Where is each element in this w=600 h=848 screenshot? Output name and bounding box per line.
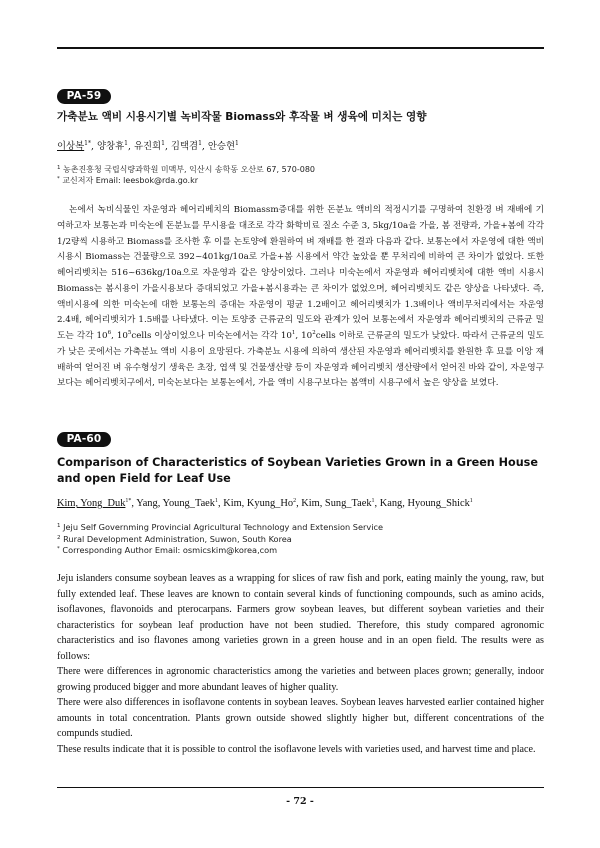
abstract-paragraph: There were differences in agronomic characteristics among the varieties and between places grown; generally, indoor growing produced bigger and more abundant leaves of higher quality. <box>57 666 544 693</box>
affiliation-mark: 1 <box>57 523 61 529</box>
author-sup: 1 <box>161 140 165 147</box>
body-text: , 10 <box>295 331 313 341</box>
author-sup: 1 <box>124 140 128 147</box>
author-name: 안승현 <box>207 141 236 152</box>
abstract-paragraph: These results indicate that it is possible to control the isoflavone levels with varieties used, and harvest time and place. <box>57 743 536 755</box>
top-rule <box>57 47 544 49</box>
affiliation-mark: * <box>57 546 60 552</box>
author-sup: 2 <box>293 498 297 504</box>
abstract-title: Comparison of Characteristics of Soybean Varieties Grown in a Green House and open Field for Leaf Use <box>57 456 538 485</box>
author-sup: 1 <box>235 140 239 147</box>
exponent: 2 <box>312 330 316 336</box>
author-name: 이상복 <box>57 141 85 152</box>
affiliation-text: Corresponding Author Email: osmicskim@korea,com <box>62 545 278 555</box>
author-name: Kim, Yong_Duk <box>57 498 126 509</box>
abstract-code-badge: PA-59 <box>57 89 111 104</box>
affiliation-text: 교신저자 Email: leesbok@rda.go.kr <box>62 176 198 185</box>
author-name: 김택겸 <box>170 141 199 152</box>
abstract-paragraph: There were also differences in isoflavone contents in soybean leaves. Soybean leaves harvested earlier contained higher amounts in total concentration. Plants grown outside showed slightly higher but, different concentrations of the compunds studied. <box>57 697 544 739</box>
affiliation-line <box>57 545 383 557</box>
abstract-code-badge: PA-60 <box>57 432 111 447</box>
author-name: 양창휴 <box>96 141 125 152</box>
affiliation-mark: 1 <box>57 165 61 171</box>
abstract-body <box>57 571 544 757</box>
exponent: 1 <box>291 330 296 336</box>
author-sup: 1 <box>215 498 218 504</box>
abstract-body <box>57 203 544 392</box>
author-list: 이상복$^{1*}$, 양창휴$^1$, 유진희$^1$, 김택겸$^1$, 안승현$^1$ <box>57 140 239 152</box>
author-list: Kim, Yong_Duk$^{1*}$, Yang, Young_Taek$^1$, Kim, Kyung_Ho$^2$, Kim, Sung_Taek$^1$, Kang, Hyoung_Shick$^1$ <box>57 498 473 509</box>
affiliation-mark: 2 <box>57 534 61 541</box>
page-number: - 72 - <box>286 796 314 807</box>
author-sup: 1 <box>198 140 202 147</box>
exponent: 6 <box>107 330 112 336</box>
affiliation-line <box>57 522 383 534</box>
author-name: Kim, Kyung_Ho <box>223 498 294 509</box>
body-text: 논에서 녹비식물인 자운영과 헤어리베치의 Biomassm증대를 위한 돈분뇨 액비의 적정시기를 구명하여 친환경 벼 재배에 기여하고자 보통논과 미숙논에 돈분뇨를 무시용을 대조로 각각 화학비료 질소 수준 3, 5kg/10a을 가을, 봄 전량과, 가을+봄에 각각 1/2량씩 시용하고 Biomass를 조사한 후 이를 논토양에 환원하여 벼 재배를 한 결과 다음과 같다. 보통논에서 자운영에 대한 액비 시용시 Biomass는 건물량으로 392~401kg/10a로 가을+봄 시용에서 약간 높았을 뿐 무처리에 비하여 큰 차이가 없었다. 또한 헤어리벳치는 516~636kg/10a으로 자운영과 같은 양상이었다. 그러나 미숙논에서 자운영과 헤어리벳치에 대한 액비 시용시 Biomass는 봄시용이 가을시용보다 증대되었고 가을+봄시용과는 큰 차이가 없었으며, 헤어리벳치도 같은 양상을 나타냈다. 즉, 액비시용에 의한 미숙논에 대한 보통논의 증대는 자운영이 평균 1.2배이고 헤어리벳치가 1.3배이나 액비무처리에서는 자운영 2.4배, 헤어리벳치가 1.5배를 나타냈다. 이는 토양중 근류균의 밀도와 관계가 있어 보통논에서 자운영과 헤어리벳치의 근류균 밀도는 각각 10 <box>57 205 544 341</box>
author-sup: 1* <box>84 140 91 147</box>
author-sup: 1 <box>371 498 375 504</box>
author-name: Yang, Young_Taek <box>136 498 215 509</box>
abstract-paragraph <box>57 203 544 392</box>
affiliation-line <box>57 164 315 175</box>
affiliation-mark: * <box>57 176 60 182</box>
affiliation-list <box>57 522 383 557</box>
affiliation-text: 농촌진흥청 국립식량과학원 미맥부, 익산시 송학동 오산로 67, 570-080 <box>63 165 316 174</box>
author-name: 유진희 <box>133 141 162 152</box>
author-sup: 1 <box>469 498 473 504</box>
affiliation-text: Rural Development Administration, Suwon, South Korea <box>63 533 292 544</box>
bottom-rule <box>57 787 544 788</box>
body-text: , 10 <box>111 331 128 341</box>
author-name: Kim, Sung_Taek <box>301 498 372 509</box>
exponent: 5 <box>127 330 132 336</box>
author-sup: 1* <box>125 498 132 504</box>
body-text: cells 이상이었으나 미숙논에서는 각각 10 <box>131 331 292 341</box>
affiliation-list <box>57 164 315 186</box>
abstract-title: 가축분뇨 액비 시용시기별 녹비작물 Biomass와 후작물 벼 생육에 미치는 영향 <box>57 111 427 123</box>
affiliation-line <box>57 175 315 186</box>
author-name: Kang, Hyoung_Shick <box>379 498 470 509</box>
affiliation-text: Jeju Self Governming Provincial Agricultural Technology and Extension Service <box>63 522 384 532</box>
body-text: cells 이하로 근류균의 밀도가 낮았다. 따라서 근류균의 밀도가 낮은 곳에서는 가축분뇨 액비 시용이 요망된다. 가축분뇨 시용에 의하여 생산된 자운영과 헤어리벳치를 환원한 후 묘를 이앙 재배하여 얻어진 벼 유수형성기 생육은 초장, 엽색 및 건물생산량 등이 자운영과 헤어리벳치 생산량에서 얻어진 바와 같이, 자운영구보다는 헤어리벳치구에서, 미숙논보다는 보통논에서, 가을 액비 시용구보다는 봄액비 시용구에서 높은 양상을 보였다. <box>57 331 545 389</box>
affiliation-line <box>57 534 383 546</box>
abstract-paragraph: Jeju islanders consume soybean leaves as a wrapping for slices of raw fish and pork, eating mainly the young, raw, but fully extended leaf. These leaves are known to contain several kinds of functioning compounds, such as amino acids, isoflavones, flavonoids and pterocarpans. Farmers grow soybean leaves, but different soybean varieties and their characteristics for soybean leaf production have not been studied. Therefore, this study compared agronomic characteristics and iso flavones among varieties grown in a green house and in an open field. The results were as follows: <box>57 573 544 662</box>
